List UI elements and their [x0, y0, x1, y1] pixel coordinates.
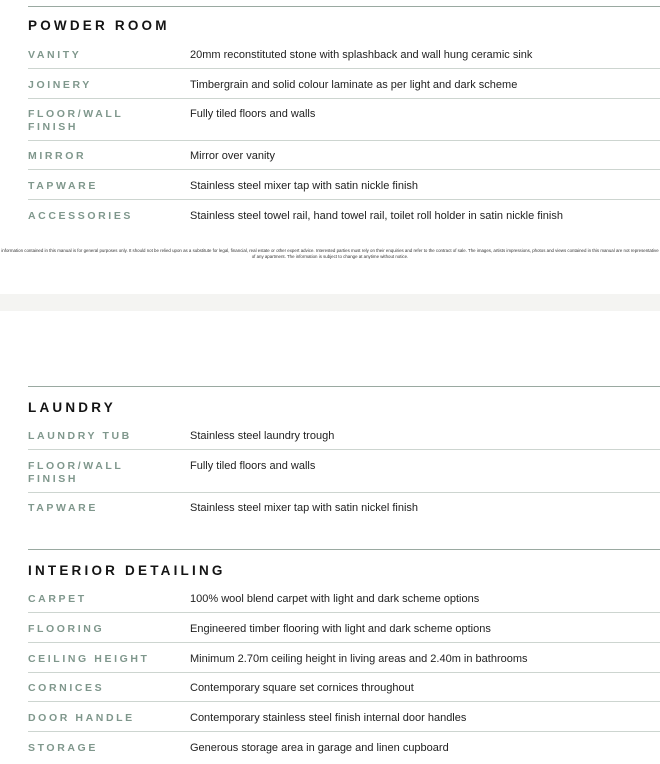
spec-label: DOOR HANDLE — [28, 712, 135, 724]
spec-value: Minimum 2.70m ceiling height in living areas and 2.40m in bathrooms — [190, 653, 528, 665]
spec-label: FLOOR/WALL FINISH — [28, 460, 124, 485]
spec-value: Fully tiled floors and walls — [190, 460, 316, 472]
spec-label: CEILING HEIGHT — [28, 653, 150, 665]
spec-value: Contemporary square set cornices throughout — [190, 682, 414, 694]
spec-label: STORAGE — [28, 742, 98, 754]
spec-value: Stainless steel mixer tap with satin nickel finish — [190, 502, 419, 514]
spec-value: Stainless steel laundry trough — [190, 430, 335, 442]
spec-label: CORNICES — [28, 682, 105, 694]
spec-value: Engineered timber flooring with light and dark scheme options — [190, 623, 491, 635]
spec-value: Stainless steel towel rail, hand towel rail, toilet roll holder in satin nickle finish — [190, 210, 563, 222]
disclaimer-text: information contained in this manual is for general purposes only. It should not be relied upon as a substitute for legal, financial, real estate or other expert advice. Interested parties must rely on their enquiries and refer to the contract of sale. The images, artists impressions, photos and views contained in this manual are not representative of any apartment. The information is subject to change at anytime without notice. — [1, 248, 659, 259]
spec-label: VANITY — [28, 49, 82, 61]
spec-label: ACCESSORIES — [28, 210, 134, 222]
spec-value: 20mm reconstituted stone with splashback and wall hung ceramic sink — [190, 49, 533, 61]
page-divider-band — [0, 294, 660, 311]
spec-label: MIRROR — [28, 150, 87, 162]
spec-label: FLOOR/WALL FINISH — [28, 108, 124, 133]
spec-value: Fully tiled floors and walls — [190, 108, 316, 120]
spec-label: TAPWARE — [28, 180, 98, 192]
spec-value: Generous storage area in garage and linen cupboard — [190, 742, 449, 754]
spec-value: Timbergrain and solid colour laminate as per light and dark scheme — [190, 79, 518, 91]
spec-value: Contemporary stainless steel finish internal door handles — [190, 712, 467, 724]
spec-value: 100% wool blend carpet with light and dark scheme options — [190, 593, 480, 605]
spec-value: Stainless steel mixer tap with satin nickle finish — [190, 180, 419, 192]
section-heading: LAUNDRY — [28, 400, 116, 415]
spec-label: JOINERY — [28, 79, 92, 91]
spec-label: TAPWARE — [28, 502, 98, 514]
spec-label: CARPET — [28, 593, 87, 605]
spec-value: Mirror over vanity — [190, 150, 275, 162]
section-heading: INTERIOR DETAILING — [28, 563, 226, 578]
spec-label: FLOORING — [28, 623, 105, 635]
spec-label: LAUNDRY TUB — [28, 430, 132, 442]
section-heading: POWDER ROOM — [28, 18, 170, 33]
